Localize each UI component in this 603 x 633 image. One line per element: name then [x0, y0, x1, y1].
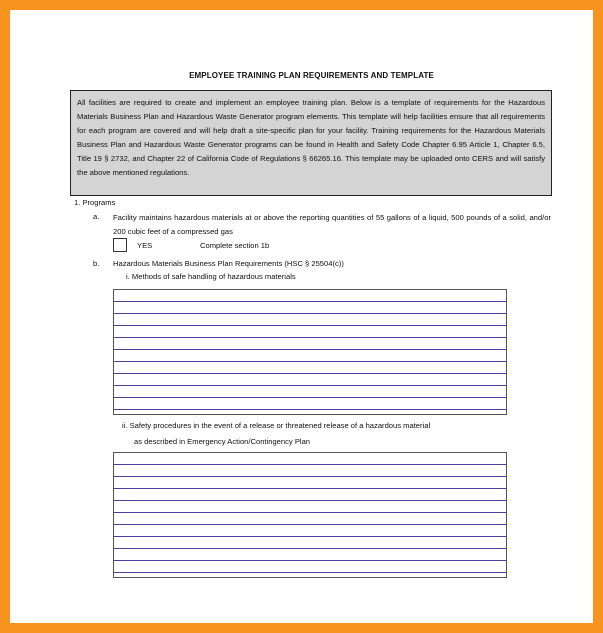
- item-b-marker: b.: [93, 259, 100, 268]
- intro-box: All facilities are required to create and implement an employee training plan. Below is a template of requirements for the Hazardous Materials Business Plan and Hazardous Waste Generator program elements. This template will help facilities ensure that all requirements for each program are covered and will help draft a site-specific plan for your facility. Training requirements for the Hazardous Materials Business Plan and Hazardous Waste Generator programs can be found in Health and Safety Code Chapter 6.95 Article 1, Chapter 6.5, Title 19 § 2732, and Chapter 22 of California Code of Regulations § 66265.16. This template may be uploaded onto CERS and will satisfy the above mentioned regulations.: [70, 90, 552, 196]
- yes-checkbox-label: YES: [137, 241, 153, 250]
- item-b-sub-ii-line1: ii. Safety procedures in the event of a release or threatened release of a hazardous material: [122, 421, 431, 430]
- safety-procedures-answer-area[interactable]: [113, 452, 507, 578]
- checkbox-note: Complete section 1b: [200, 241, 270, 250]
- item-b-sub-i: i. Methods of safe handling of hazardous materials: [126, 272, 296, 281]
- item-b-sub-ii-line2: as described in Emergency Action/Contingency Plan: [134, 437, 311, 446]
- safe-handling-answer-area[interactable]: [113, 289, 507, 415]
- item-b-text: Hazardous Materials Business Plan Requirements (HSC § 25504(c)): [113, 259, 344, 268]
- section-programs-label: 1. Programs: [74, 198, 116, 207]
- item-a-marker: a.: [93, 212, 100, 221]
- item-a-text: Facility maintains hazardous materials at or above the reporting quantities of 55 gallons of a liquid, 500 pounds of a solid, and/or 200 cubic feet of a compressed gas: [113, 213, 551, 236]
- yes-checkbox[interactable]: [113, 238, 127, 252]
- document-title: EMPLOYEE TRAINING PLAN REQUIREMENTS AND TEMPLATE: [189, 71, 434, 80]
